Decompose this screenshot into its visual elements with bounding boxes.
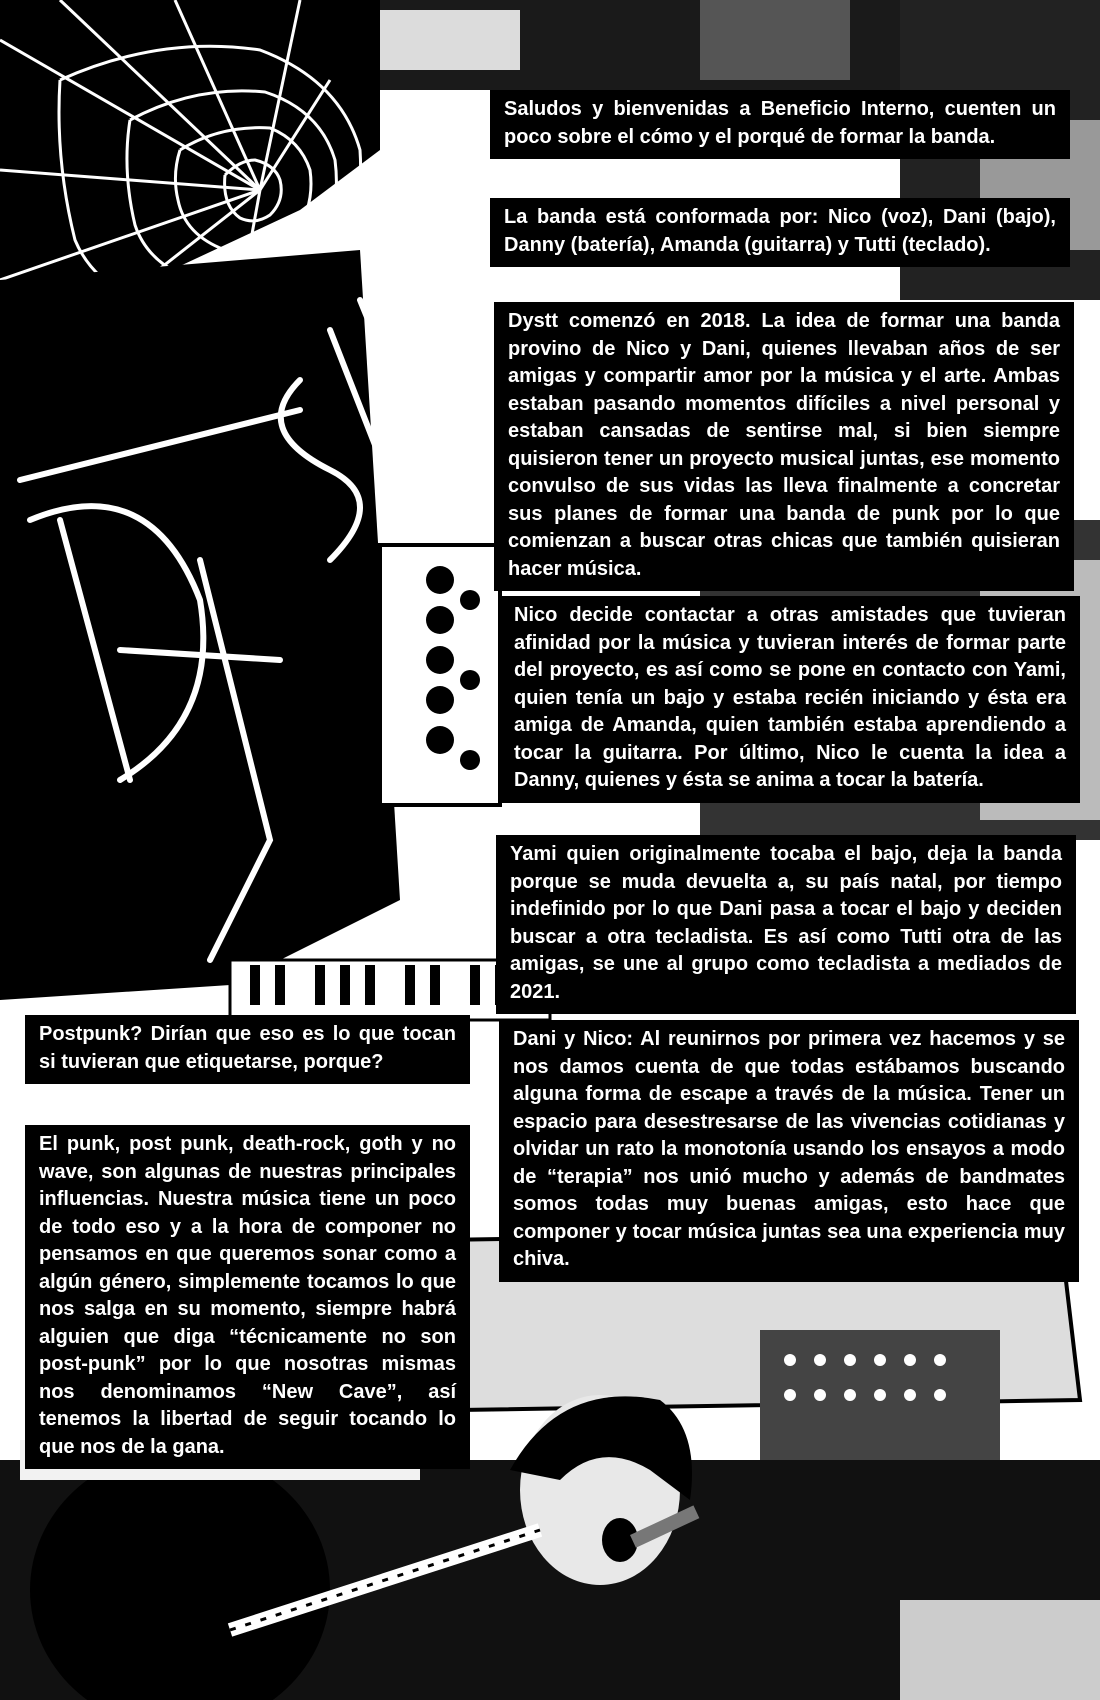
paragraph-yami: Yami quien originalmente tocaba el bajo, deja la banda porque se muda devuelta a, su país natal, por tiempo indefinido por lo que Dani pasa a tocar el bajo y deciden buscar a otra tecladista. Es así como Tutti otra de las amigas, se une al grupo como tecladista a mediados de 2021.: [496, 835, 1076, 1014]
paragraph-members: La banda está conformada por: Nico (voz), Dani (bajo), Danny (batería), Amanda (guitarra) y Tutti (teclado).: [490, 198, 1070, 267]
top-photo-light: [360, 10, 520, 70]
paragraph-intro: Saludos y bienvenidas a Beneficio Interno, cuenten un poco sobre el cómo y el porqué de formar la banda.: [490, 90, 1070, 159]
interview-question: Postpunk? Dirían que eso es lo que tocan si tuvieran que etiquetarse, porque?: [25, 1015, 470, 1084]
paragraph-answer: El punk, post punk, death-rock, goth y no wave, son algunas de nuestras principales influencias. Nuestra música tiene un poco de todo eso y a la hora de componer no pensamos en que queremos sonar como a algún género, simplemente tocamos lo que nos salga en su momento, siempre habrá alguien que diga “técnicamente no son post-punk” por lo que nosotras mismas nos denominamos “New Cave”, así tenemos la libertad de seguir tocando lo que nos de la gana.: [25, 1125, 470, 1469]
paragraph-contact: Nico decide contactar a otras amistades que tuvieran afinidad por la música y tuvieran interés de formar parte del proyecto, es así como se pone en contacto con Yami, quien tenía un bajo y estaba recién iniciando y ésta era amiga de Amanda, quien también estaba aprendiendo a tocar la guitarra. Por último, Nico le cuenta la idea a Danny, quienes y ésta se anima a tocar la batería.: [500, 596, 1080, 803]
amp-photo: [900, 1600, 1100, 1700]
paragraph-dani-nico: Dani y Nico: Al reunirnos por primera vez hacemos y se nos damos cuenta de que todas estábamos buscando alguna forma de escape a través de la música. Tener un espacio para desestresarse de las vivencias cotidianas y olvidar un rato la monotonía usando los ensayos a modo de “terapia” nos unió mucho y además de bandmates somos todas muy buenas amigas, esto hace que componer y tocar música juntas sea una experiencia muy chiva.: [499, 1020, 1079, 1282]
top-photo-mid: [700, 0, 850, 80]
paragraph-origin: Dystt comenzó en 2018. La idea de formar una banda provino de Nico y Dani, quienes llevaban años de ser amigas y compartir amor por la música y el arte. Ambas estaban pasando momentos difíciles a nivel personal y estaban cansadas de sentirse mal, si bien siempre quisieron tener un proyecto musical juntas, ese momento convulso de sus vidas las lleva finalmente a concretar sus planes de formar una banda de punk por lo que comienzan a buscar otras chicas que también quisieran hacer música.: [494, 302, 1074, 591]
